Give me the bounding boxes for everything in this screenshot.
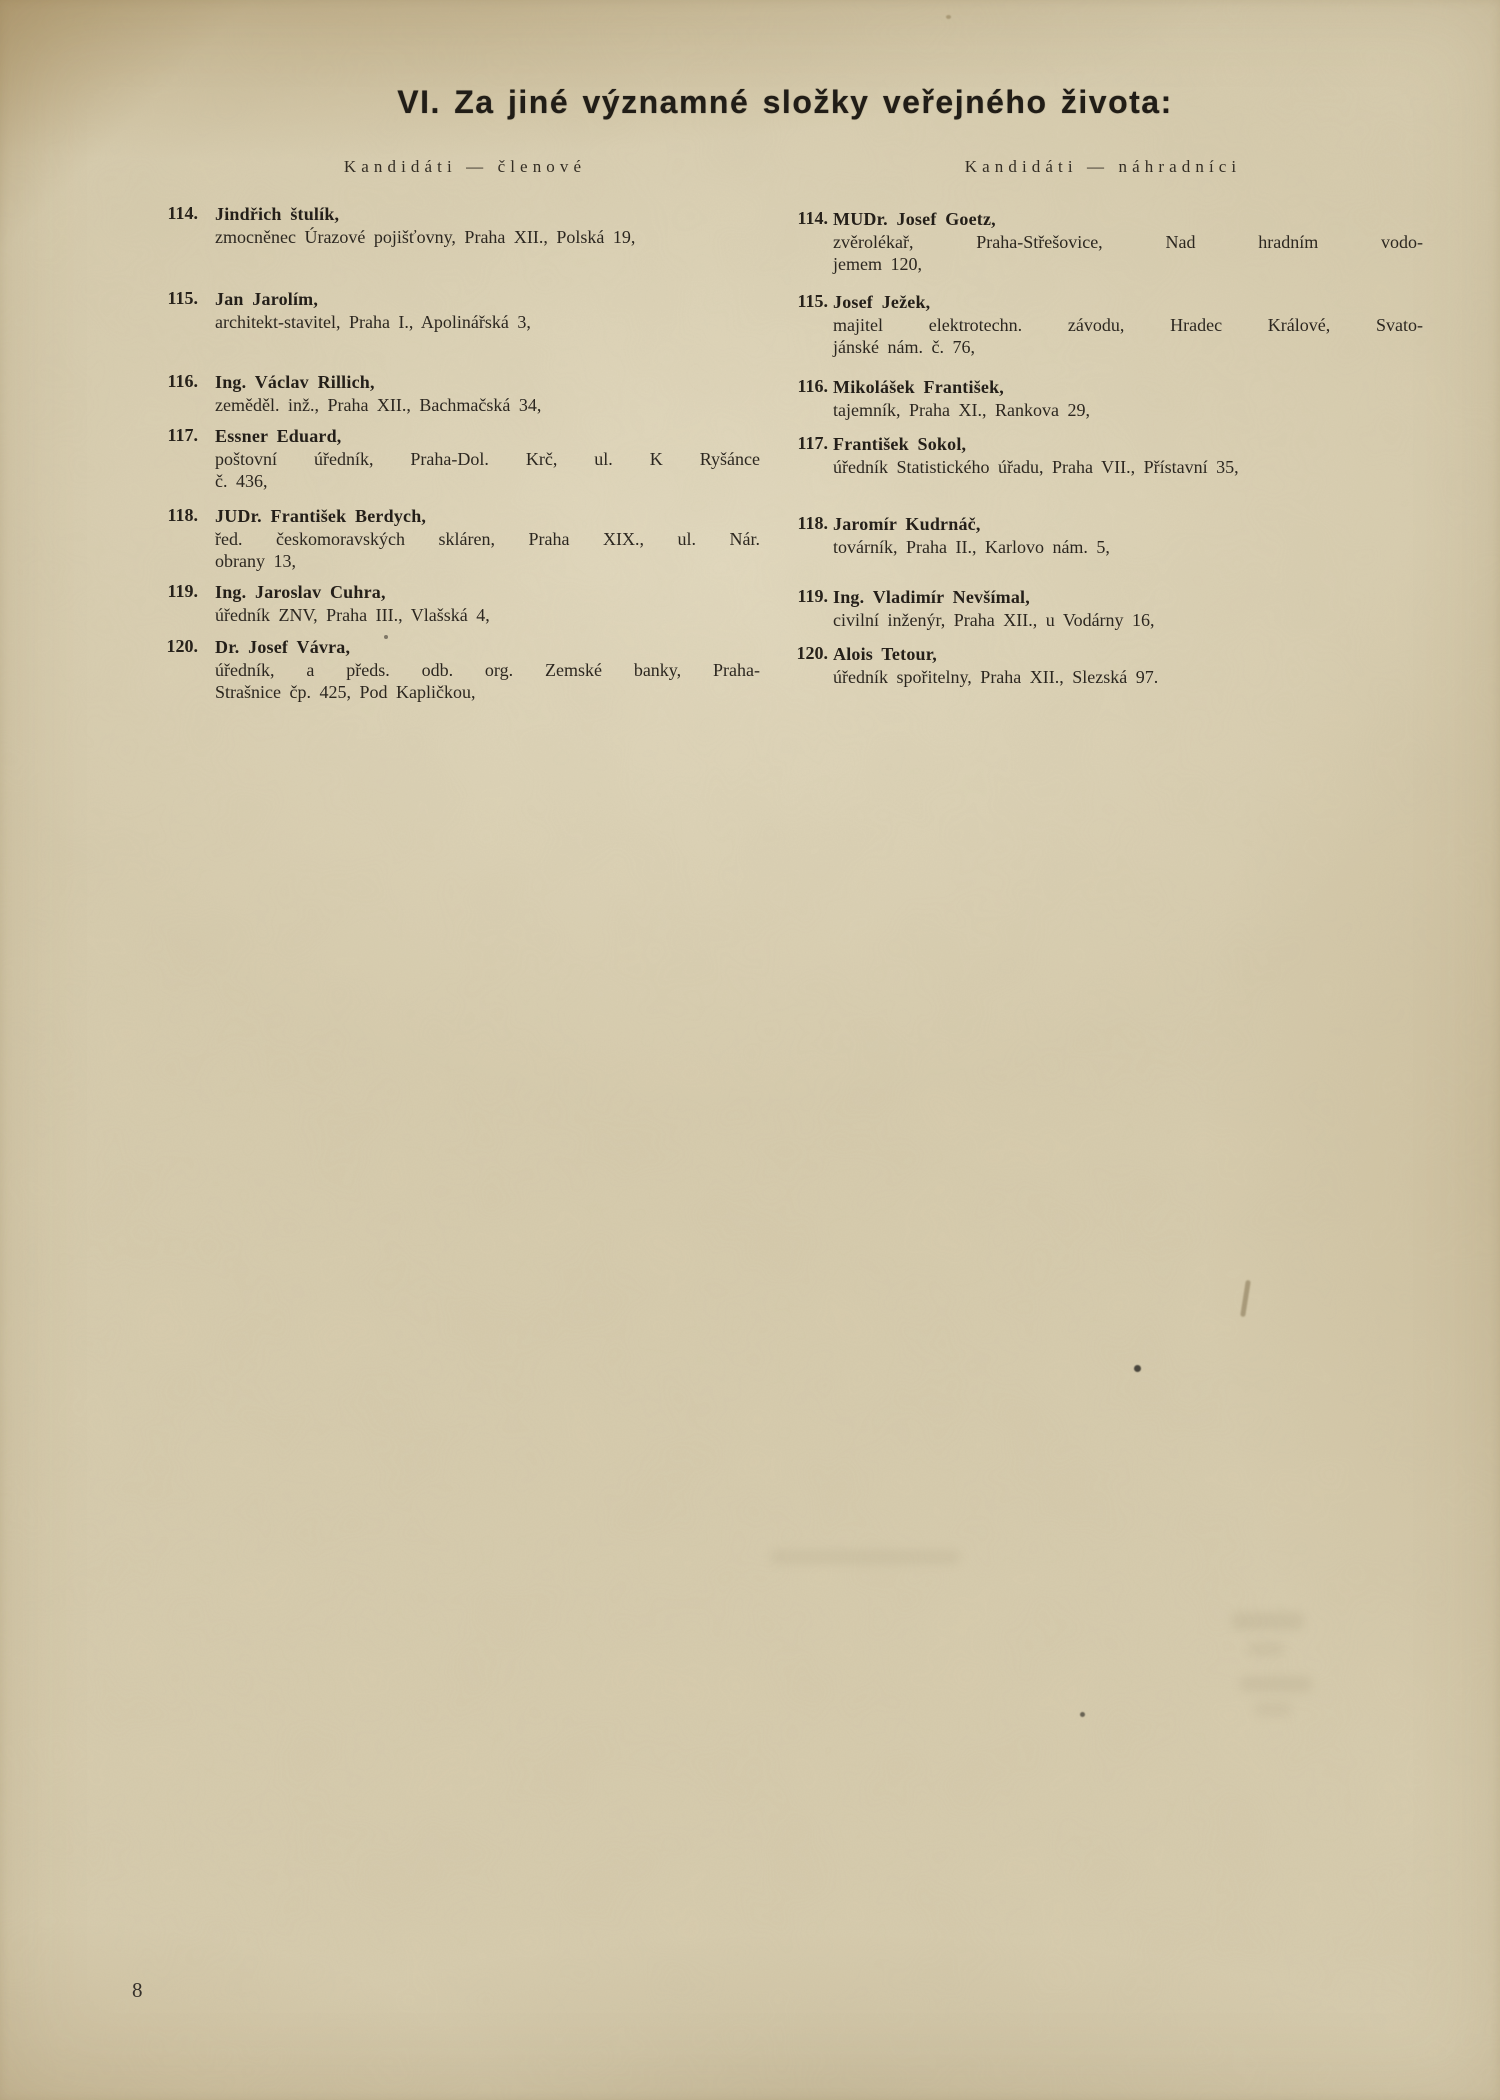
entry-number: 115.: [797, 291, 828, 311]
candidate-detail-line: zeměděl. inž., Praha XII., Bachmačská 34,: [215, 394, 542, 415]
candidate-entry: [160, 425, 760, 493]
candidate-entry: [160, 288, 760, 333]
entry-number: 120.: [796, 643, 828, 663]
candidate-detail-line: architekt-stavitel, Praha I., Apolinářská 3,: [215, 311, 531, 332]
candidate-entry: [790, 643, 1423, 688]
candidate-detail-line: úředník, a předs. odb. org. Zemské banky, Praha-: [215, 659, 760, 680]
candidate-detail-line: majitel elektrotechn. závodu, Hradec Králové, Svato-: [833, 314, 1423, 335]
show-through-mark: [1240, 1676, 1312, 1692]
show-through-mark: [1248, 1642, 1284, 1656]
candidate-name: JUDr. František Berdych,: [215, 506, 427, 526]
ink-spot: [1134, 1365, 1141, 1372]
candidate-entry: [790, 376, 1423, 421]
substitutes-column: [790, 0, 1423, 760]
page-number: 8: [132, 1978, 143, 2002]
entry-number: 119.: [797, 586, 828, 606]
entry-number: 117.: [167, 425, 198, 445]
candidate-detail-line: civilní inženýr, Praha XII., u Vodárny 16,: [833, 609, 1155, 630]
candidate-name: Essner Eduard,: [215, 426, 342, 446]
candidate-detail-line: řed. českomoravských skláren, Praha XIX., ul. Nár.: [215, 528, 760, 549]
candidate-name: Josef Ježek,: [833, 292, 931, 312]
candidate-name: Mikolášek František,: [833, 377, 1005, 397]
show-through-mark: [1254, 1702, 1292, 1716]
entry-number: 115.: [167, 288, 198, 308]
show-through-mark: [770, 1550, 960, 1564]
entry-number: 118.: [167, 505, 198, 525]
candidate-name: Jindřich štulík,: [215, 204, 340, 224]
candidate-detail-line: jánské nám. č. 76,: [833, 337, 975, 357]
candidate-detail-line: poštovní úředník, Praha-Dol. Krč, ul. K Ryšánce: [215, 448, 760, 469]
scratch-mark: [1240, 1280, 1251, 1317]
candidate-detail-line: tajemník, Praha XI., Rankova 29,: [833, 399, 1090, 420]
column-header-members: Kandidáti — členové: [343, 157, 587, 176]
candidate-entry: [790, 586, 1423, 631]
members-column: [160, 0, 760, 760]
candidate-name: Alois Tetour,: [833, 644, 937, 664]
column-header-substitutes: Kandidáti — náhradníci: [964, 157, 1242, 176]
candidate-name: Jaromír Kudrnáč,: [833, 514, 981, 534]
candidate-entry: [160, 581, 760, 626]
candidate-name: Ing. Václav Rillich,: [215, 372, 375, 392]
show-through-mark: [1232, 1612, 1304, 1630]
candidate-entry: [160, 636, 760, 704]
candidate-name: František Sokol,: [833, 434, 967, 454]
entry-number: 118.: [797, 513, 828, 533]
candidate-detail-line: zmocněnec Úrazové pojišťovny, Praha XII., Polská 19,: [215, 226, 636, 247]
candidate-name: MUDr. Josef Goetz,: [833, 209, 996, 229]
entry-number: 119.: [167, 581, 198, 601]
candidate-entry: [160, 371, 760, 416]
candidate-entry: [790, 513, 1423, 558]
entry-number: 114.: [797, 208, 828, 228]
candidate-detail-line: jemem 120,: [833, 254, 922, 274]
candidate-entry: [160, 505, 760, 573]
candidate-entry: [790, 291, 1423, 359]
candidate-detail-line: úředník spořitelny, Praha XII., Slezská 97.: [833, 666, 1159, 687]
candidate-detail-line: úředník ZNV, Praha III., Vlašská 4,: [215, 604, 490, 625]
candidate-detail-line: Strašnice čp. 425, Pod Kapličkou,: [215, 682, 476, 702]
candidate-name: Jan Jarolím,: [215, 289, 319, 309]
candidate-detail-line: továrník, Praha II., Karlovo nám. 5,: [833, 536, 1110, 557]
entry-number: 116.: [797, 376, 828, 396]
candidate-entry: [790, 208, 1423, 276]
candidate-detail-line: zvěrolékař, Praha-Střešovice, Nad hradním vodo-: [833, 231, 1423, 252]
candidate-detail-line: obrany 13,: [215, 551, 296, 571]
candidate-detail-line: úředník Statistického úřadu, Praha VII., Přístavní 35,: [833, 456, 1239, 477]
entry-number: 120.: [166, 636, 198, 656]
candidate-entry: [160, 203, 760, 248]
candidate-detail-line: č. 436,: [215, 471, 268, 491]
candidate-name: Dr. Josef Vávra,: [215, 637, 351, 657]
entry-number: 114.: [167, 203, 198, 223]
entry-number: 117.: [797, 433, 828, 453]
candidate-name: Ing. Jaroslav Cuhra,: [215, 582, 386, 602]
candidate-entry: [790, 433, 1423, 478]
entry-number: 116.: [167, 371, 198, 391]
candidate-name: Ing. Vladimír Nevšímal,: [833, 587, 1030, 607]
ink-spot: [1080, 1712, 1085, 1717]
section-title: VI. Za jiné významné složky veřejného života:: [397, 84, 1173, 120]
